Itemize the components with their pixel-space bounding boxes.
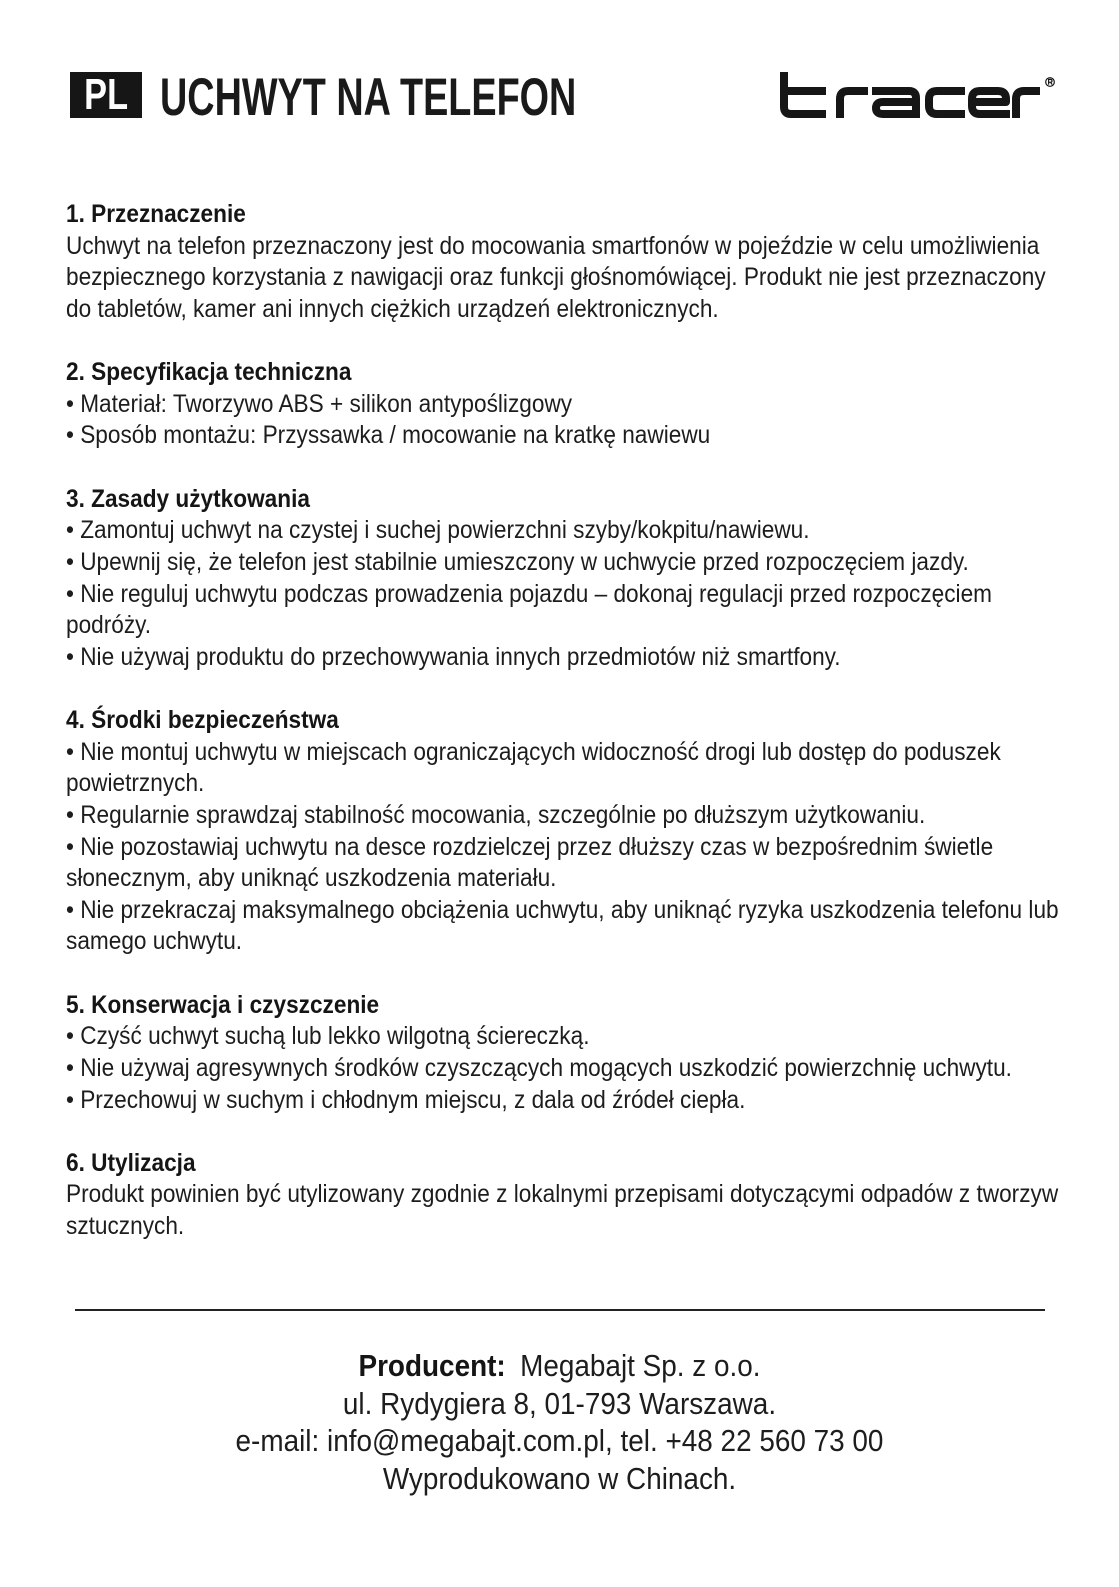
text-line: Produkt powinien być utylizowany zgodnie z lokalnymi przepisami dotyczącymi odpadów z tworzyw bbox=[66, 1180, 1059, 1209]
text-line: • Nie pozostawiaj uchwytu na desce rozdzielczej przez dłuższy czas w bezpośrednim świetle bbox=[66, 832, 994, 861]
bullet-item bbox=[66, 737, 1066, 800]
section-disposal bbox=[66, 1148, 1066, 1243]
section-heading: 5. Konserwacja i czyszczenie bbox=[66, 990, 380, 1019]
bullet-item bbox=[66, 389, 1066, 421]
producer-info bbox=[0, 1347, 1119, 1498]
paragraph bbox=[66, 231, 1066, 326]
text-line: sztucznych. bbox=[66, 1212, 185, 1240]
text-line: • Czyść uchwyt suchą lub lekko wilgotną ściereczką. bbox=[66, 1022, 590, 1051]
section-specification bbox=[66, 357, 1066, 452]
bullet-item bbox=[66, 1085, 1066, 1117]
bullet-item bbox=[66, 642, 1066, 674]
section-usage-rules bbox=[66, 484, 1066, 674]
bullet-item bbox=[66, 800, 1066, 832]
section-heading: 6. Utylizacja bbox=[66, 1148, 196, 1177]
text-line: samego uchwytu. bbox=[66, 927, 243, 956]
language-badge bbox=[70, 72, 142, 118]
text-line: powietrznych. bbox=[66, 769, 205, 798]
text-line: bezpiecznego korzystania z nawigacji oraz funkcji głośnomówiącej. Produkt nie jest przeznaczony bbox=[66, 263, 1046, 292]
text-line: • Regularnie sprawdzaj stabilność mocowania, szczególnie po dłuższym użytkowaniu. bbox=[66, 800, 926, 829]
producer-address: ul. Rydygiera 8, 01-793 Warszawa. bbox=[342, 1385, 777, 1421]
section-heading: 4. Środki bezpieczeństwa bbox=[66, 706, 339, 734]
text-line: • Przechowuj w suchym i chłodnym miejscu, z dala od źródeł ciepła. bbox=[66, 1085, 746, 1114]
section-purpose bbox=[66, 199, 1066, 326]
text-line: • Upewnij się, że telefon jest stabilnie umieszczony w uchwycie przed rozpoczęciem jazdy. bbox=[66, 547, 969, 576]
text-line: słonecznym, aby uniknąć uszkodzenia materiału. bbox=[66, 864, 557, 893]
text-line: • Nie przekraczaj maksymalnego obciążenia uchwytu, aby uniknąć ryzyka uszkodzenia telefonu lub bbox=[66, 895, 1059, 924]
text-line: • Zamontuj uchwyt na czystej i suchej powierzchni szyby/kokpitu/nawiewu. bbox=[66, 516, 810, 545]
section-safety bbox=[66, 705, 1066, 958]
bullet-item bbox=[66, 547, 1066, 579]
tracer-logo bbox=[778, 68, 1060, 122]
bullet-item bbox=[66, 832, 1066, 895]
footer-divider bbox=[75, 1309, 1045, 1311]
producer-name: Megabajt Sp. z o.o. bbox=[520, 1348, 761, 1383]
section-heading: 1. Przeznaczenie bbox=[66, 200, 246, 228]
text-line: podróży. bbox=[66, 611, 152, 640]
bullet-item bbox=[66, 1021, 1066, 1053]
bullet-item bbox=[66, 1053, 1066, 1085]
country-of-origin: Wyprodukowano w Chinach. bbox=[382, 1461, 737, 1497]
bullet-item bbox=[66, 895, 1066, 958]
section-maintenance bbox=[66, 990, 1066, 1117]
text-line: do tabletów, kamer ani innych ciężkich urządzeń elektronicznych. bbox=[66, 294, 719, 323]
bullet-item bbox=[66, 515, 1066, 547]
document-title: UCHWYT NA TELEFON bbox=[160, 68, 577, 127]
bullet-item bbox=[66, 579, 1066, 642]
paragraph bbox=[66, 1179, 1066, 1242]
text-line: • Nie montuj uchwytu w miejscach ograniczających widoczność drogi lub dostęp do poduszek bbox=[66, 737, 1001, 766]
text-line: Uchwyt na telefon przeznaczony jest do mocowania smartfonów w pojeździe w celu umożliwienia bbox=[66, 231, 1040, 260]
text-line: • Sposób montażu: Przyssawka / mocowanie na kratkę nawiewu bbox=[66, 421, 711, 450]
language-code: PL bbox=[84, 70, 128, 119]
text-line: • Nie używaj agresywnych środków czyszczących mogących uszkodzić powierzchnię uchwytu. bbox=[66, 1053, 1012, 1082]
registered-mark-icon bbox=[1046, 78, 1055, 87]
section-heading: 2. Specyfikacja techniczna bbox=[66, 358, 352, 387]
logo-wordmark bbox=[784, 72, 1040, 118]
producer-label: Producent: bbox=[358, 1348, 506, 1383]
producer-contact: e-mail: info@megabajt.com.pl, tel. +48 22 560 73 00 bbox=[235, 1423, 884, 1459]
bullet-item bbox=[66, 420, 1066, 452]
producer-line bbox=[56, 1347, 1063, 1385]
manual-content bbox=[66, 199, 1066, 1243]
text-line: • Materiał: Tworzywo ABS + silikon antypoślizgowy bbox=[66, 389, 573, 418]
text-line: • Nie reguluj uchwytu podczas prowadzenia pojazdu – dokonaj regulacji przed rozpoczęciem bbox=[66, 579, 993, 608]
text-line: • Nie używaj produktu do przechowywania innych przedmiotów niż smartfony. bbox=[66, 642, 841, 671]
section-heading: 3. Zasady użytkowania bbox=[66, 484, 310, 513]
